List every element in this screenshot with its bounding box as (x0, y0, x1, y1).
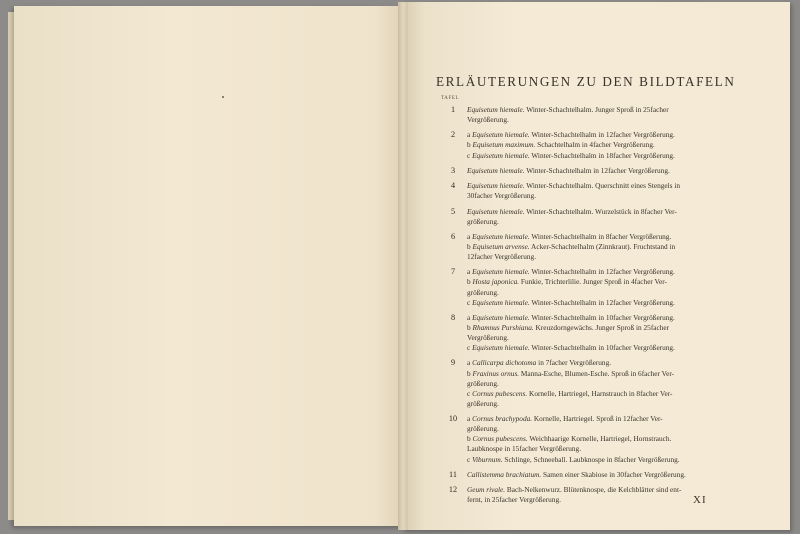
plate-entry (436, 470, 714, 480)
plate-description-line (467, 166, 714, 176)
plate-entry (436, 130, 714, 160)
species-name: Callistemma brachiatum. (467, 469, 542, 479)
plate-description-line (467, 455, 714, 465)
plate-entries-list (436, 105, 714, 510)
species-name: Equisetum hiemale. (472, 297, 530, 307)
description-text: Winter-Schachtelhalm. Junger Sproß in 25facher (524, 105, 669, 114)
plate-description-line (467, 333, 714, 343)
species-name: Geum rivale. (467, 485, 506, 495)
description-text: Winter-Schachtelhalm. Querschnitt eines Stengels in (524, 181, 681, 191)
description-text: Kreuzdorngewächs. Junger Sproß in 25facher (533, 323, 670, 332)
species-name: Cornus brachypoda. (472, 414, 533, 424)
description-text: b (467, 434, 473, 444)
plate-number: 11 (449, 469, 457, 479)
species-name: Cornus pubescens. (472, 434, 528, 444)
description-text: Winter-Schachtelhalm in 12facher Vergrößerung. (529, 130, 675, 140)
plate-description-line (467, 470, 714, 480)
description-text: Kornelle, Hartriegel. Sproß in 12facher Ver- (532, 414, 663, 424)
plate-description-line (467, 115, 714, 125)
plate-description-line (467, 389, 714, 399)
species-name: Rhamnus Purshiana. (472, 323, 534, 332)
plate-description-line (467, 369, 714, 379)
description-text: Bach-Nelkenwurz. Blütenknospe, die Kelchblätter sind ent- (505, 485, 682, 495)
plate-number: 6 (450, 231, 456, 241)
plate-number: 1 (450, 105, 456, 114)
description-text: Laubknospe in 15facher Vergrößerung. (467, 444, 582, 454)
description-text: Winter-Schachtelhalm in 10facher Vergrößerung. (529, 312, 675, 322)
plate-description-line (467, 379, 714, 389)
description-text: Samen einer Skabiose in 30facher Vergrößerung. (541, 469, 686, 479)
plate-description-line (467, 485, 714, 495)
paper-speck (222, 96, 224, 98)
species-name: Equisetum hiemale. (472, 312, 530, 322)
plate-number: 8 (450, 312, 456, 322)
plate-description-line (467, 414, 714, 424)
description-text: a (467, 231, 473, 241)
plate-description-line (467, 444, 714, 454)
plate-number: 2 (450, 130, 456, 140)
species-name: Equisetum hiemale. (467, 206, 525, 216)
description-text: größerung. (467, 398, 499, 408)
description-text: a (467, 414, 473, 424)
species-name: Fraxinus ornus. (472, 368, 520, 378)
description-text: Winter-Schachtelhalm. Wurzelstück in 8facher Ver- (524, 206, 677, 216)
plate-description-line (467, 288, 714, 298)
description-text: Winter-Schachtelhalm in 8facher Vergrößerung. (529, 231, 672, 241)
plate-description-line (467, 105, 714, 115)
plate-entry (436, 358, 714, 408)
plate-entry (436, 105, 714, 125)
description-text: b (467, 368, 473, 378)
species-name: Equisetum hiemale. (472, 267, 530, 277)
description-text: Vergrößerung. (467, 333, 509, 343)
plate-entry (436, 207, 714, 227)
plate-entry (436, 166, 714, 176)
plate-number: 3 (450, 165, 456, 175)
description-text: a (467, 312, 473, 322)
plate-entry (436, 485, 714, 505)
plate-description-line (467, 140, 714, 150)
description-text: Kornelle, Hartriegel, Harnstrauch in 8facher Ver- (527, 388, 673, 398)
tafel-column-label: TAFEL (441, 96, 460, 101)
species-name: Equisetum maximum. (472, 140, 536, 150)
description-text: größerung. (467, 378, 499, 388)
description-text: c (467, 150, 473, 160)
description-text: Winter-Schachtelhalm in 18facher Vergrößerung. (529, 150, 675, 160)
plate-description-line (467, 495, 714, 505)
species-name: Callicarpa dichotoma (472, 358, 537, 368)
plate-description-line (467, 191, 714, 201)
species-name: Equisetum hiemale. (472, 150, 530, 160)
plate-description-line (467, 217, 714, 227)
species-name: Cornus pubescens. (472, 388, 528, 398)
description-text: 30facher Vergrößerung. (467, 191, 537, 201)
plate-description-line (467, 434, 714, 444)
description-text: Winter-Schachtelhalm in 12facher Vergrößerung. (529, 267, 675, 277)
description-text: c (467, 388, 473, 398)
description-text: b (467, 323, 473, 332)
species-name: Hosta japonica. (472, 277, 520, 287)
description-text: größerung. (467, 287, 499, 297)
species-name: Equisetum hiemale. (467, 105, 525, 114)
description-text: c (467, 343, 473, 353)
species-name: Equisetum hiemale. (472, 343, 530, 353)
plate-entry (436, 313, 714, 353)
description-text: a (467, 358, 473, 368)
species-name: Equisetum hiemale. (472, 130, 530, 140)
plate-description-line (467, 399, 714, 409)
plate-description-line (467, 424, 714, 434)
plate-entry (436, 267, 714, 307)
description-text: in 7facher Vergrößerung. (536, 358, 612, 368)
plate-number: 4 (450, 181, 456, 191)
description-text: a (467, 267, 473, 277)
description-text: Acker-Schachtelhalm (Zinnkraut). Fruchtstand in (529, 241, 676, 251)
description-text: b (467, 241, 473, 251)
plate-description-line (467, 130, 714, 140)
species-name: Equisetum arvense. (472, 241, 530, 251)
description-text: größerung. (467, 424, 499, 434)
description-text: Winter-Schachtelhalm in 12facher Vergrößerung. (524, 165, 670, 175)
species-name: Viburnum. (472, 454, 503, 464)
left-page (14, 6, 406, 526)
plate-number: 12 (448, 485, 458, 495)
plate-description-line (467, 252, 714, 262)
plate-description-line (467, 151, 714, 161)
plate-description-line (467, 267, 714, 277)
species-name: Equisetum hiemale. (472, 231, 530, 241)
description-text: Vergrößerung. (467, 115, 509, 125)
plate-number: 5 (450, 206, 456, 216)
plate-description-line (467, 323, 714, 333)
description-text: Weichhaarige Kornelle, Hartriegel, Hornstrauch. (527, 434, 672, 444)
description-text: b (467, 140, 473, 150)
plate-description-line (467, 207, 714, 217)
description-text: b (467, 277, 473, 287)
description-text: größerung. (467, 216, 499, 226)
description-text: fernt, in 25facher Vergrößerung. (467, 495, 561, 505)
plate-number: 10 (448, 414, 458, 424)
plate-description-line (467, 343, 714, 353)
description-text: Winter-Schachtelhalm in 10facher Vergrößerung. (529, 343, 675, 353)
plate-description-line (467, 277, 714, 287)
plate-description-line (467, 298, 714, 308)
description-text: c (467, 297, 473, 307)
description-text: Schlinge, Schneeball. Laubknospe in 8facher Vergrößerung. (502, 454, 680, 464)
plate-entry (436, 414, 714, 464)
plate-description-line (467, 242, 714, 252)
description-text: Winter-Schachtelhalm in 12facher Vergrößerung. (529, 297, 675, 307)
page-number: XI (693, 494, 707, 506)
plate-description-line (467, 232, 714, 242)
book-gutter (398, 2, 408, 530)
description-text: Schachtelhalm in 4facher Vergrößerung. (535, 140, 655, 150)
plate-description-line (467, 181, 714, 191)
description-text: 12facher Vergrößerung. (467, 252, 537, 262)
plate-entry (436, 181, 714, 201)
plate-entry (436, 232, 714, 262)
species-name: Equisetum hiemale. (467, 181, 525, 191)
species-name: Equisetum hiemale. (467, 165, 525, 175)
description-text: c (467, 454, 473, 464)
description-text: a (467, 130, 473, 140)
plate-description-line (467, 313, 714, 323)
description-text: Manna-Esche, Blumen-Esche. Sproß in 6facher Ver- (519, 368, 675, 378)
plate-number: 9 (450, 358, 456, 368)
page-title: ERLÄUTERUNGEN ZU DEN BILDTAFELN (436, 74, 736, 89)
plate-number: 7 (450, 267, 456, 277)
description-text: Funkie, Trichterlilie. Junger Sproß in 4facher Ver- (519, 277, 667, 287)
plate-description-line (467, 358, 714, 368)
